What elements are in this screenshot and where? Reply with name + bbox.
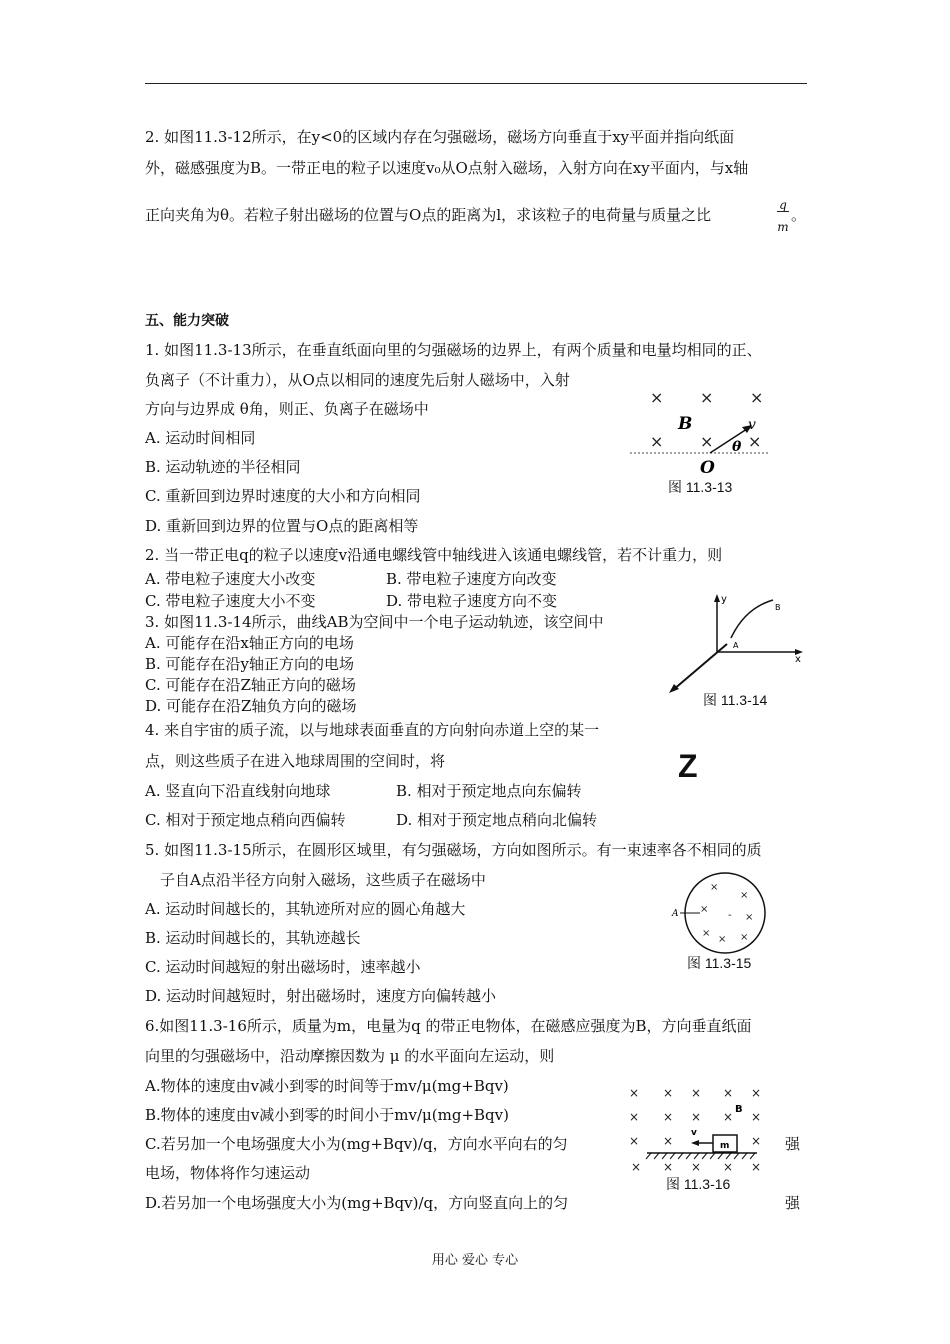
q5-line1: 5. 如图11.3-15所示，在圆形区域里，有匀强磁场，方向如图所示。有一束速率各不相同的质 — [145, 841, 762, 859]
field-cross: × — [751, 1134, 762, 1148]
q1-option-d: D. 重新回到边界的位置与O点的距离相等 — [145, 517, 419, 535]
velocity-arrow — [710, 427, 750, 453]
page-footer: 用心 爱心 专心 — [431, 1253, 519, 1268]
header-rule — [145, 83, 807, 84]
field-cross: × — [745, 912, 754, 923]
q4-option-d: D. 相对于预定地点稍向北偏转 — [396, 811, 598, 829]
q3-option-d: D. 可能存在沿Z轴负方向的磁场 — [145, 697, 357, 715]
z-axis — [673, 644, 727, 690]
q5-option-d: D. 运动时间越短时，射出磁场时，速度方向偏转越小 — [145, 987, 497, 1005]
field-cross: × — [700, 432, 714, 451]
q2-option-c: C. 带电粒子速度大小不变 — [145, 592, 316, 610]
q4-option-c: C. 相对于预定地点稍向西偏转 — [145, 811, 346, 829]
field-cross: × — [751, 1110, 762, 1124]
q6-trail-char-1: 强 — [785, 1135, 801, 1153]
field-cross: × — [629, 1110, 640, 1124]
field-cross: × — [629, 1086, 640, 1100]
label-y: y — [721, 594, 727, 605]
field-cross: × — [631, 1160, 642, 1174]
field-cross: × — [751, 1160, 762, 1174]
q4-option-b: B. 相对于预定地点向东偏转 — [396, 782, 582, 800]
ground-hatch — [646, 1153, 755, 1159]
q2-line1: 2. 当一带正电q的粒子以速度v沿通电螺线管中轴线进入该通电螺线管，若不计重力，则 — [145, 546, 723, 564]
q6-line1: 6.如图11.3-16所示，质量为m，电量为q 的带正电物体，在磁感应强度为B，方向垂直纸面 — [145, 1017, 752, 1035]
field-cross: × — [663, 1086, 674, 1100]
q1-line3: 方向与边界成 θ角，则正、负离子在磁场中 — [145, 400, 429, 418]
label-B: B — [678, 414, 693, 434]
problem2-line1: 2. 如图11.3-12所示，在y<0的区域内存在匀强磁场，磁场方向垂直于xy平面并指向纸面 — [145, 128, 735, 146]
field-cross: × — [723, 1110, 734, 1124]
q6-option-a: A.物体的速度由v减小到零的时间等于mv/μ(mg+Bqv) — [145, 1077, 509, 1095]
label-x: x — [795, 654, 801, 665]
label-A: A — [672, 909, 679, 919]
label-O: O — [700, 458, 715, 478]
label-m: m — [720, 1141, 730, 1151]
section-title: 五、能力突破 — [145, 313, 229, 329]
q1-line1: 1. 如图11.3-13所示，在垂直纸面向里的匀强磁场的边界上，有两个质量和电量均相同的正、 — [145, 341, 762, 359]
fig-caption-16: 图 11.3-16 — [666, 1176, 731, 1192]
q2-option-a: A. 带电粒子速度大小改变 — [145, 570, 316, 588]
q5-option-b: B. 运动时间越长的，其轨迹越长 — [145, 929, 361, 947]
q6-option-c: C.若另加一个电场强度大小为(mg+Bqv)/q，方向水平向右的匀 — [145, 1135, 568, 1153]
field-cross: × — [700, 388, 714, 407]
q6-option-c-cont: 电场，物体将作匀速运动 — [145, 1164, 311, 1182]
q1-option-a: A. 运动时间相同 — [145, 429, 256, 447]
q4-line2: 点，则这些质子在进入地球周围的空间时，将 — [145, 752, 446, 770]
q1-option-c: C. 重新回到边界时速度的大小和方向相同 — [145, 487, 421, 505]
problem2-end-punct: 。 — [791, 206, 807, 224]
q5-option-c: C. 运动时间越短的射出磁场时，速率越小 — [145, 958, 421, 976]
fig-caption-13: 图 11.3-13 — [668, 479, 733, 495]
q5-option-a: A. 运动时间越长的，其轨迹所对应的圆心角越大 — [145, 900, 466, 918]
q3-option-c: C. 可能存在沿Z轴正方向的磁场 — [145, 676, 356, 694]
q2-option-d: D. 带电粒子速度方向不变 — [386, 592, 558, 610]
field-cross: × — [740, 890, 749, 901]
field-cross: × — [700, 904, 709, 915]
figure-11-3-13 — [630, 385, 770, 478]
field-cross: × — [629, 1134, 640, 1148]
field-cross: × — [663, 1110, 674, 1124]
field-cross: × — [710, 882, 719, 893]
label-B: B — [735, 1104, 743, 1115]
q6-option-d: D.若另加一个电场强度大小为(mg+Bqv)/q，方向竖直向上的匀 — [145, 1194, 569, 1212]
q1-option-b: B. 运动轨迹的半径相同 — [145, 458, 301, 476]
field-cross: × — [723, 1086, 734, 1100]
field-cross: × — [691, 1160, 702, 1174]
field-cross: × — [748, 432, 762, 451]
field-cross: × — [740, 932, 749, 943]
velocity-arrowhead — [691, 1140, 699, 1146]
q6-line2: 向里的匀强磁场中，沿动摩擦因数为 μ 的水平面向左运动，则 — [145, 1047, 555, 1065]
field-cross: × — [751, 1086, 762, 1100]
field-cross: × — [723, 1160, 734, 1174]
field-cross: × — [691, 1086, 702, 1100]
q4-option-a: A. 竖直向下沿直线射向地球 — [145, 782, 331, 800]
label-theta: θ — [732, 439, 742, 455]
fraction-numerator: q — [779, 198, 787, 212]
figure-11-3-15 — [670, 870, 775, 955]
field-cross: - — [728, 910, 732, 921]
field-cross: × — [750, 388, 764, 407]
charge-mass-fraction — [775, 198, 791, 234]
q5-line2: 子自A点沿半径方向射入磁场，这些质子在磁场中 — [160, 871, 486, 889]
q1-line2: 负离子（不计重力），从O点以相同的速度先后射人磁场中，入射 — [145, 371, 570, 389]
figure-11-3-16 — [625, 1083, 775, 1178]
field-cross: × — [663, 1160, 674, 1174]
z-label: Z — [678, 748, 698, 784]
fig-caption-14: 图 11.3-14 — [703, 692, 768, 708]
q4-line1: 4. 来自宇宙的质子流，以与地球表面垂直的方向射向赤道上空的某一 — [145, 721, 600, 739]
q6-trail-char-2: 强 — [785, 1194, 801, 1212]
figure-11-3-14 — [665, 590, 815, 700]
label-A: A — [733, 641, 739, 650]
problem2-line2: 外，磁感强度为B。一带正电的粒子以速度v₀从O点射入磁场，入射方向在xy平面内，与x轴 — [145, 159, 749, 177]
field-cross: × — [702, 928, 711, 939]
field-cross: × — [650, 388, 664, 407]
problem2-line3: 正向夹角为θ。若粒子射出磁场的位置与O点的距离为l，求该粒子的电荷量与质量之比 — [145, 206, 712, 224]
y-axis-arrowhead — [714, 594, 720, 602]
fraction-bar — [777, 211, 789, 212]
field-cross: × — [718, 934, 727, 945]
q2-option-b: B. 带电粒子速度方向改变 — [386, 570, 557, 588]
label-B: B — [775, 603, 781, 612]
q3-option-b: B. 可能存在沿y轴正方向的电场 — [145, 655, 355, 673]
fraction-denominator: m — [777, 220, 789, 234]
trajectory-AB — [731, 600, 773, 638]
q6-option-b: B.物体的速度由v减小到零的时间小于mv/μ(mg+Bqv) — [145, 1106, 509, 1124]
label-v: v — [691, 1128, 697, 1138]
q3-line1: 3. 如图11.3-14所示，曲线AB为空间中一个电子运动轨迹，该空间中 — [145, 613, 604, 631]
q3-option-a: A. 可能存在沿x轴正方向的电场 — [145, 634, 354, 652]
field-cross: × — [691, 1110, 702, 1124]
label-v: v — [748, 417, 756, 433]
field-cross: × — [663, 1134, 674, 1148]
field-cross: × — [650, 432, 664, 451]
fig-caption-15: 图 11.3-15 — [687, 955, 752, 971]
